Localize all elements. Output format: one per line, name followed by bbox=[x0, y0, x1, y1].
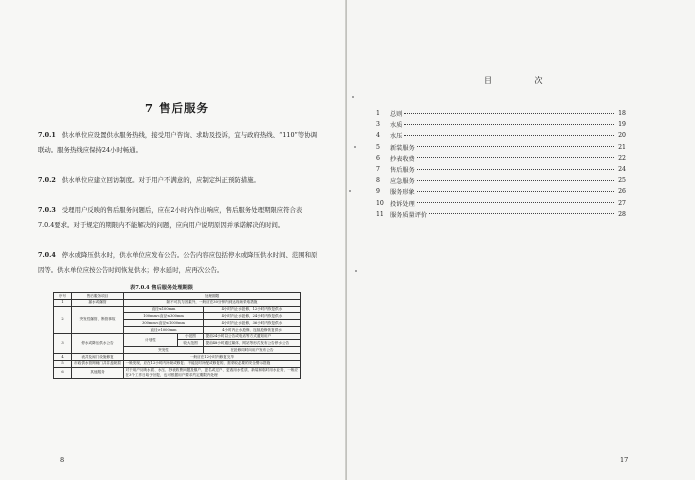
toc-entry-label: 服务形象 bbox=[390, 189, 415, 197]
clause-7-0-1 bbox=[38, 128, 318, 158]
toc-entry-label: 水压 bbox=[390, 133, 403, 141]
row-item: 停水或降压供水公告 bbox=[72, 333, 124, 353]
toc-leader-dots bbox=[417, 156, 614, 158]
toc-entry-label: 新装服务 bbox=[390, 144, 415, 152]
left-page bbox=[0, 0, 347, 480]
toc-leader-dots bbox=[404, 112, 614, 114]
toc-entry[interactable] bbox=[376, 108, 626, 119]
toc-entry-page: 19 bbox=[618, 121, 626, 129]
clause-number: 7.0.3 bbox=[38, 206, 56, 214]
clause-number: 7.0.1 bbox=[38, 131, 56, 139]
row-limit: 对于用户反映水质、水压、抄表收费问题及镇户、更名或过户、更改用水性质、新装和临时用水业务，一般应在3个工作日给予回复，也可根据用户要求约定期限内处理 bbox=[124, 367, 301, 378]
toc-entry-number: 9 bbox=[376, 188, 380, 196]
header-cell: 序号 bbox=[54, 293, 72, 300]
right-page bbox=[347, 0, 695, 480]
clause-text: 供水单位应建立回访制度。对于用户不满意的，应制定纠正预防措施。 bbox=[61, 176, 260, 184]
toc-entry-label: 水质 bbox=[390, 122, 403, 130]
table-row bbox=[54, 354, 301, 361]
toc-title: 目 次 bbox=[484, 76, 563, 85]
table-row bbox=[54, 333, 301, 340]
toc-entry[interactable] bbox=[376, 209, 626, 220]
toc-entry-label: 售后服务 bbox=[390, 167, 415, 175]
row-item: 市政供水管网闸门井井盖缺损 bbox=[72, 360, 124, 367]
row-number: 5 bbox=[54, 360, 72, 367]
toc-entry-page: 18 bbox=[618, 110, 626, 118]
row-condition: 突发性 bbox=[124, 347, 204, 354]
toc-entry-number: 1 bbox=[376, 110, 380, 118]
row-condition: 直径>1000mm bbox=[124, 326, 204, 333]
header-cell: 处理期限 bbox=[124, 293, 301, 300]
toc-leader-dots bbox=[429, 212, 614, 214]
toc-entry-label: 投诉处理 bbox=[390, 200, 415, 208]
toc-entry[interactable] bbox=[376, 119, 626, 130]
toc-entry[interactable] bbox=[376, 186, 626, 197]
toc-leader-dots bbox=[417, 201, 614, 203]
toc-entry[interactable] bbox=[376, 130, 626, 141]
row-limit: 4小时内止水抢修，连续抢修恢复供水 bbox=[204, 326, 301, 333]
clause-text: 供水单位应设置供水服务热线，接受用户咨询、求助及投诉，宜与政府热线、“110”等协调联动。服务热线应保持24小时畅通。 bbox=[38, 131, 317, 154]
row-condition: 300mm<直径≤1000mm bbox=[124, 320, 204, 327]
table-row bbox=[54, 367, 301, 378]
toc-entry[interactable] bbox=[376, 153, 626, 164]
paper-speck bbox=[354, 146, 356, 148]
row-item: 漏水或爆管 bbox=[72, 299, 124, 306]
service-period-table bbox=[53, 292, 301, 379]
row-condition: 直径≤100mm bbox=[124, 306, 204, 313]
row-condition: 计划性 bbox=[124, 333, 178, 347]
toc-entry-label: 抄表收费 bbox=[390, 155, 415, 163]
row-item: 其他服务 bbox=[72, 367, 124, 378]
clause-7-0-3 bbox=[38, 203, 318, 233]
row-limit: 4小时内止水抢修，36小时内恢复供水 bbox=[204, 320, 301, 327]
table-caption: 表7.0.4 售后服务处理期限 bbox=[130, 285, 193, 291]
table-row bbox=[54, 306, 301, 313]
table-of-contents bbox=[376, 108, 626, 220]
table-row bbox=[54, 360, 301, 367]
toc-entry-page: 28 bbox=[618, 210, 626, 218]
row-number: 1 bbox=[54, 299, 72, 306]
clause-number: 7.0.4 bbox=[38, 251, 56, 259]
paper-speck bbox=[355, 270, 357, 272]
toc-leader-dots bbox=[417, 190, 614, 192]
toc-entry-label: 应急服务 bbox=[390, 178, 415, 186]
toc-entry-number: 3 bbox=[376, 121, 380, 129]
clause-text: 受理用户反映的售后服务问题后，应在2小时内作出响应，售后服务处理期限应符合表7.0.4要求。对于规定的期限内不能解决的问题，应向用户说明原因并承诺解决的时间。 bbox=[38, 206, 303, 229]
row-limit: 提前48小时通过媒体、网站等形式发布公告停水公告 bbox=[204, 340, 301, 347]
toc-entry-page: 25 bbox=[618, 177, 626, 185]
chapter-title: 7 售后服务 bbox=[145, 101, 210, 115]
toc-entry-number: 4 bbox=[376, 132, 380, 140]
toc-entry-number: 6 bbox=[376, 154, 380, 162]
toc-leader-dots bbox=[417, 168, 614, 170]
toc-entry-page: 21 bbox=[618, 143, 626, 151]
toc-entry-page: 22 bbox=[618, 154, 626, 162]
row-limit: 提前24小时以公告或电话等方式通知用户 bbox=[204, 333, 301, 340]
toc-entry-label: 服务质量评价 bbox=[390, 211, 428, 219]
row-limit: 一般发现，应在12小时内补缺或修复；不能及时补配或修复的，需采取必要的安全警示措施 bbox=[124, 360, 301, 367]
toc-leader-dots bbox=[404, 134, 614, 136]
toc-entry[interactable] bbox=[376, 164, 626, 175]
clause-7-0-4 bbox=[38, 248, 318, 278]
toc-leader-dots bbox=[417, 179, 614, 181]
toc-entry-number: 7 bbox=[376, 166, 380, 174]
row-number: 3 bbox=[54, 333, 72, 353]
row-limit: 在抢修同时向用户发布公告 bbox=[204, 347, 301, 354]
row-scope: 小范围 bbox=[178, 333, 204, 340]
toc-entry[interactable] bbox=[376, 175, 626, 186]
page-number-left: 8 bbox=[60, 456, 65, 464]
toc-leader-dots bbox=[417, 145, 614, 147]
row-limit: 4小时内止水抢修，12小时内恢复供水 bbox=[204, 306, 301, 313]
paper-speck bbox=[352, 96, 354, 98]
toc-entry-page: 20 bbox=[618, 132, 626, 140]
toc-entry-label: 总则 bbox=[390, 111, 403, 119]
toc-entry[interactable] bbox=[376, 198, 626, 209]
toc-entry-page: 27 bbox=[618, 199, 626, 207]
paper-speck bbox=[349, 190, 351, 192]
toc-entry-number: 10 bbox=[376, 199, 384, 207]
row-item: 突发性爆管、断管事故 bbox=[72, 306, 124, 333]
row-condition: 100mm<直径≤300mm bbox=[124, 313, 204, 320]
table-row bbox=[54, 299, 301, 306]
row-limit: 一般应在12小时内修复完毕 bbox=[124, 354, 301, 361]
clause-number: 7.0.2 bbox=[38, 176, 56, 184]
row-number: 2 bbox=[54, 306, 72, 333]
clause-text: 停水或降压供水时，供水单位应发布公告。公告内容应包括停水或降压供水时间、范围和原因等。供水单位应按公告时间恢复供水；停水延时，应再次公告。 bbox=[38, 251, 318, 274]
toc-leader-dots bbox=[404, 123, 614, 125]
row-limit: 除不可抗力因素外，一般应在30分钟内到达现场采取措施 bbox=[124, 299, 301, 306]
row-number: 4 bbox=[54, 354, 72, 361]
toc-entry-page: 26 bbox=[618, 188, 626, 196]
row-number: 6 bbox=[54, 367, 72, 378]
toc-entry[interactable] bbox=[376, 142, 626, 153]
toc-entry-number: 8 bbox=[376, 177, 380, 185]
toc-entry-number: 11 bbox=[376, 210, 384, 218]
row-item: 表井及阀门设施修复 bbox=[72, 354, 124, 361]
table-header-row bbox=[54, 293, 301, 300]
row-limit: 4小时内止水抢修，24小时内恢复供水 bbox=[204, 313, 301, 320]
toc-entry-number: 5 bbox=[376, 143, 380, 151]
header-cell: 售后服务项目 bbox=[72, 293, 124, 300]
clause-7-0-2 bbox=[38, 173, 318, 188]
toc-entry-page: 24 bbox=[618, 166, 626, 174]
page-number-right: 17 bbox=[620, 456, 629, 464]
row-scope: 较大范围 bbox=[178, 340, 204, 347]
